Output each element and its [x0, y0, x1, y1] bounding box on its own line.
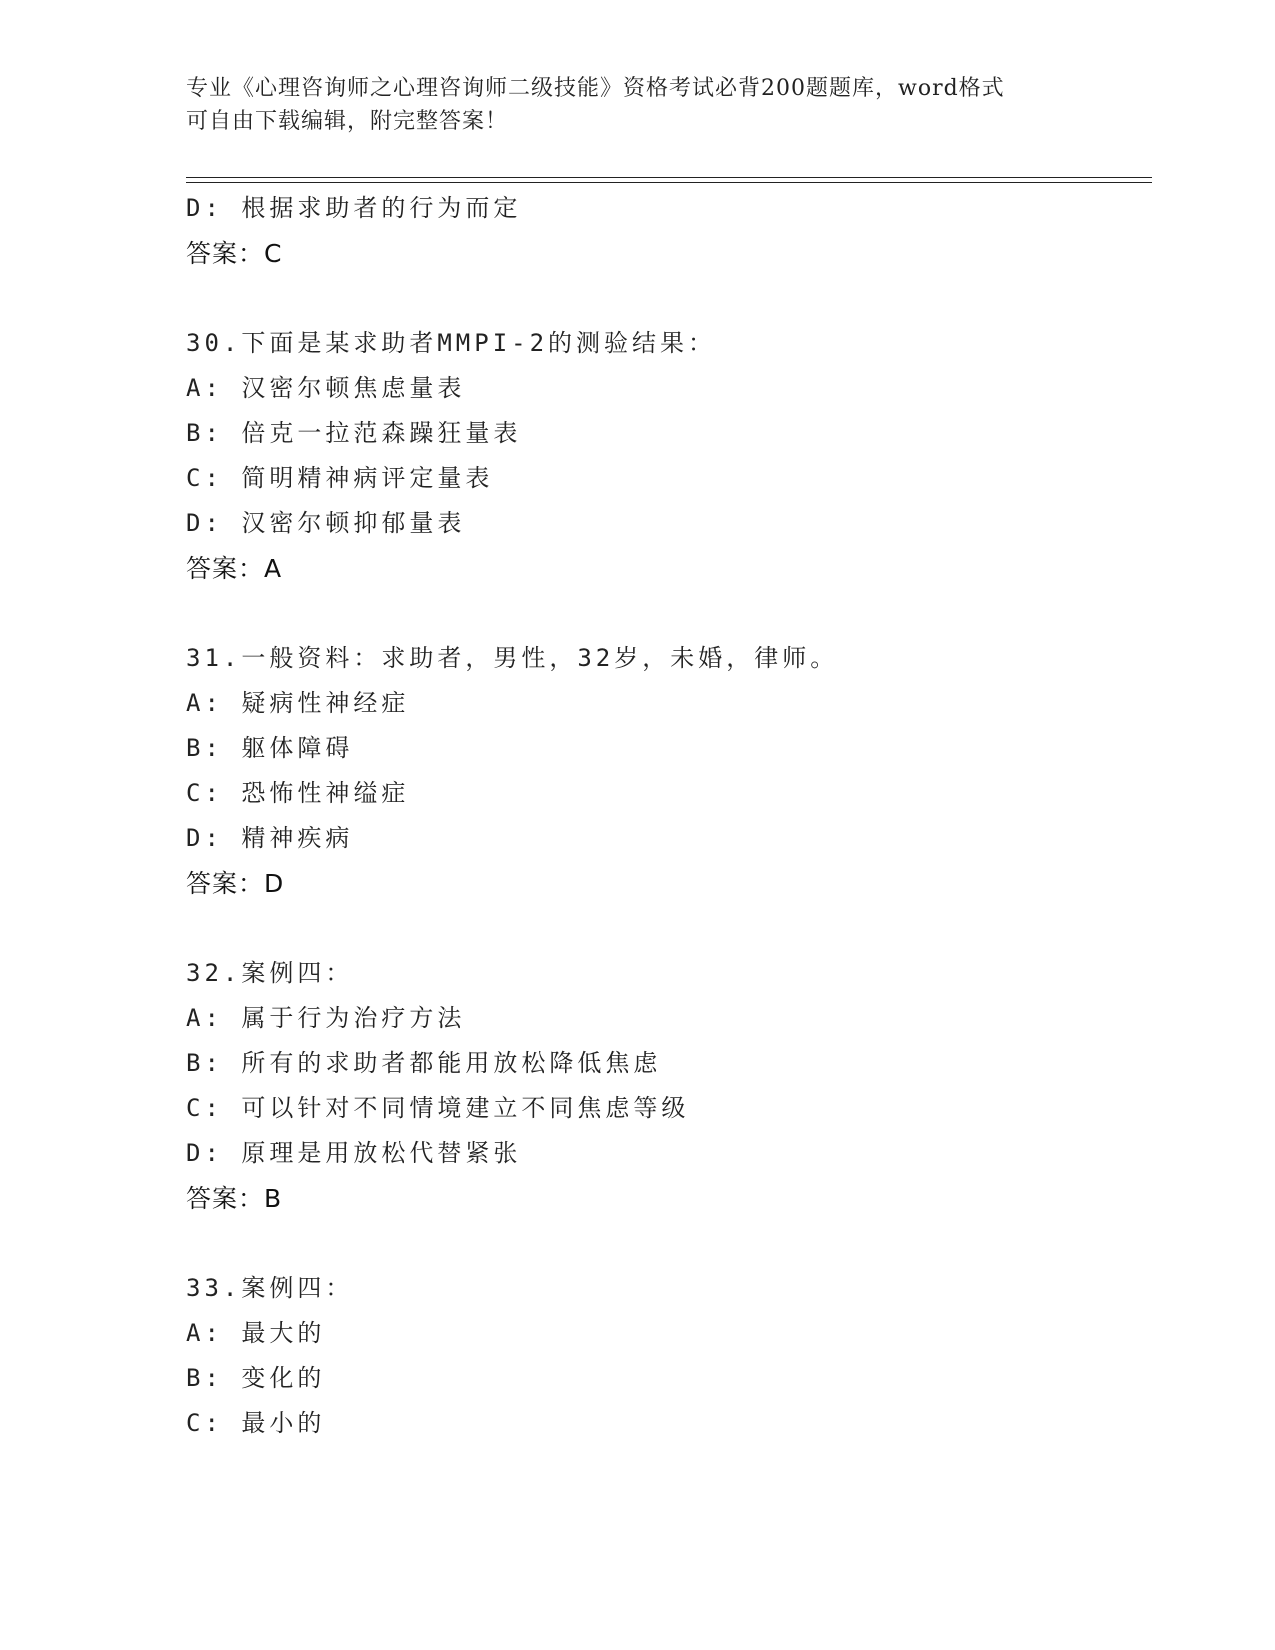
option-d: D: 原理是用放松代替紧张 — [186, 1139, 522, 1167]
option-c: C: 可以针对不同情境建立不同焦虑等级 — [186, 1094, 690, 1122]
question-stem: 33.案例四： — [186, 1274, 354, 1302]
option-b: B: 倍克一拉范森躁狂量表 — [186, 419, 522, 447]
option-a: A: 疑病性神经症 — [186, 689, 410, 717]
question-stem: 30.下面是某求助者MMPI-2的测验结果： — [186, 329, 717, 357]
header-divider-bottom — [186, 182, 1152, 183]
question-list — [186, 186, 1146, 1446]
option-c: C: 简明精神病评定量表 — [186, 464, 494, 492]
option-a: A: 最大的 — [186, 1319, 326, 1347]
option-c: C: 恐怖性神缢症 — [186, 779, 410, 807]
question-stem: 31.一般资料：求助者，男性，32岁，未婚，律师。 — [186, 644, 839, 672]
question-block-31 — [186, 636, 1146, 907]
option-b: B: 躯体障碍 — [186, 734, 354, 762]
option-c: C: 最小的 — [186, 1409, 326, 1437]
option-d: D: 精神疾病 — [186, 824, 354, 852]
option-d: D: 根据求助者的行为而定 — [186, 194, 522, 222]
spacer — [186, 1222, 1146, 1266]
header-line-2: 可自由下载编辑，附完整答案！ — [186, 109, 509, 134]
question-stem: 32.案例四： — [186, 959, 354, 987]
spacer — [186, 907, 1146, 951]
option-a: A: 属于行为治疗方法 — [186, 1004, 466, 1032]
spacer — [186, 592, 1146, 636]
option-d: D: 汉密尔顿抑郁量表 — [186, 509, 466, 537]
answer-line: 答案：B — [186, 1184, 283, 1213]
question-block-continued — [186, 186, 1146, 277]
option-b: B: 所有的求助者都能用放松降低焦虑 — [186, 1049, 662, 1077]
option-a: A: 汉密尔顿焦虑量表 — [186, 374, 466, 402]
option-b: B: 变化的 — [186, 1364, 326, 1392]
answer-line: 答案：D — [186, 869, 285, 898]
answer-line: 答案：A — [186, 554, 283, 583]
question-block-30 — [186, 321, 1146, 592]
document-header — [186, 72, 1086, 138]
question-block-32 — [186, 951, 1146, 1222]
answer-line: 答案：C — [186, 239, 283, 268]
question-block-33 — [186, 1266, 1146, 1446]
header-divider-top — [186, 177, 1152, 178]
spacer — [186, 277, 1146, 321]
header-line-1: 专业《心理咨询师之心理咨询师二级技能》资格考试必背200题题库，word格式 — [186, 76, 1005, 101]
